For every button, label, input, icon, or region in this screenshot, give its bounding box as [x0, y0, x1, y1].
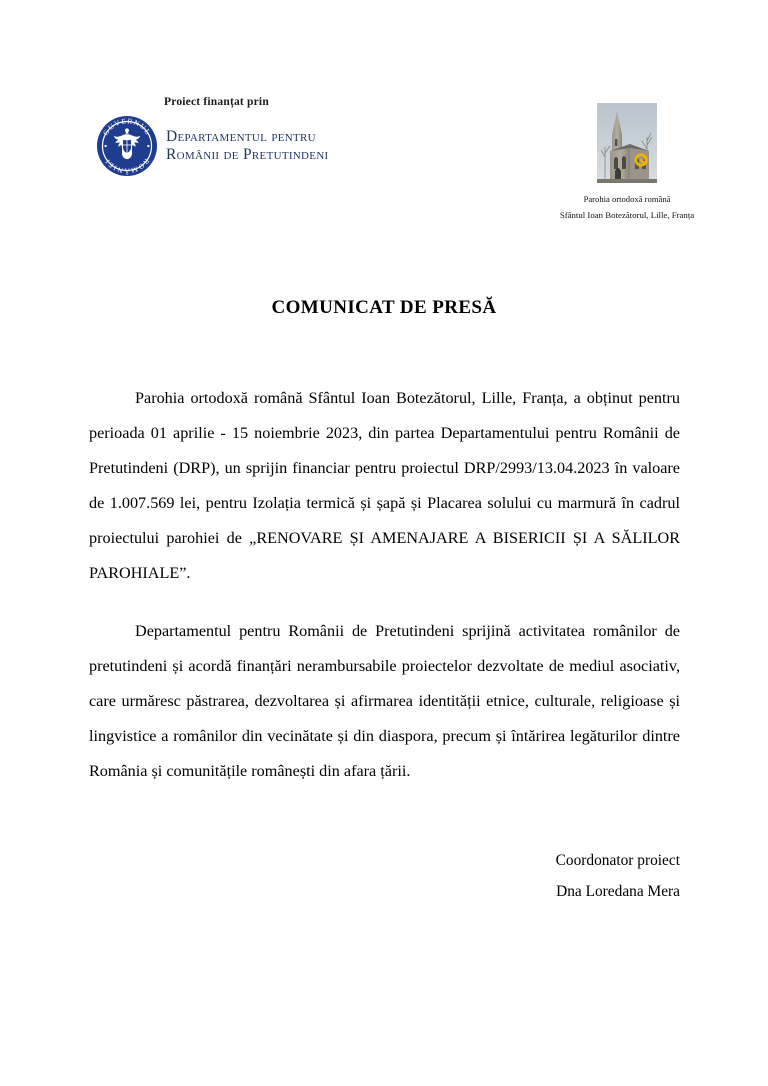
- government-logo-row: [96, 115, 329, 177]
- signature-role: Coordonator proiect: [555, 852, 680, 869]
- svg-text:ROMÂNIEI: ROMÂNIEI: [103, 156, 151, 175]
- photo-caption-line-1: Parohia ortodoxă română: [583, 194, 671, 204]
- department-name: [166, 128, 329, 164]
- document-body: [89, 381, 680, 789]
- svg-text:GUVERNUL: GUVERNUL: [100, 116, 154, 137]
- department-name-line-2: Românii de Pretutindeni: [166, 146, 329, 163]
- funding-tagline: Proiect finanțat prin: [164, 96, 269, 108]
- signature-block: [89, 845, 680, 907]
- photo-caption: [527, 191, 727, 224]
- paragraph-funding-details: Parohia ortodoxă română Sfântul Ioan Botezătorul, Lille, Franța, a obținut pentru perioada 01 aprilie - 15 noiembrie 2023, din partea Departamentului pentru Românii de Pretutindeni (DRP), un sprijin financiar pentru proiectul DRP/2993/13.04.2023 în valoare de 1.007.569 lei, pentru Izolația termică și șapă și Placarea solului cu marmură în cadrul proiectului parohiei de „RENOVARE ȘI AMENAJARE A BISERICII ȘI A SĂLILOR PAROHIALE”.: [89, 389, 680, 582]
- parish-photo-block: [527, 103, 727, 224]
- romanian-government-seal-icon: [96, 115, 158, 177]
- page-title: COMUNICAT DE PRESĂ: [271, 297, 497, 318]
- signature-name: Dna Loredana Mera: [556, 883, 680, 900]
- church-photo: [597, 103, 657, 183]
- document-header: [0, 0, 768, 240]
- photo-caption-line-2: Sfântul Ioan Botezătorul, Lille, Franța: [559, 210, 695, 221]
- department-name-line-1: Departamentul pentru: [166, 128, 316, 146]
- paragraph-department-mission: Departamentul pentru Românii de Pretutindeni sprijină activitatea românilor de pretutindeni și acordă finanțări nerambursabile proiectelor dezvoltate de mediul asociativ, care urmăresc păstrarea, dezvoltarea și afirmarea identității etnice, culturale, religioase și lingvistice a românilor din vecinătate și din diaspora, precum și întărirea legăturilor dintre România și comunitățile românești din afara țării.: [89, 622, 680, 780]
